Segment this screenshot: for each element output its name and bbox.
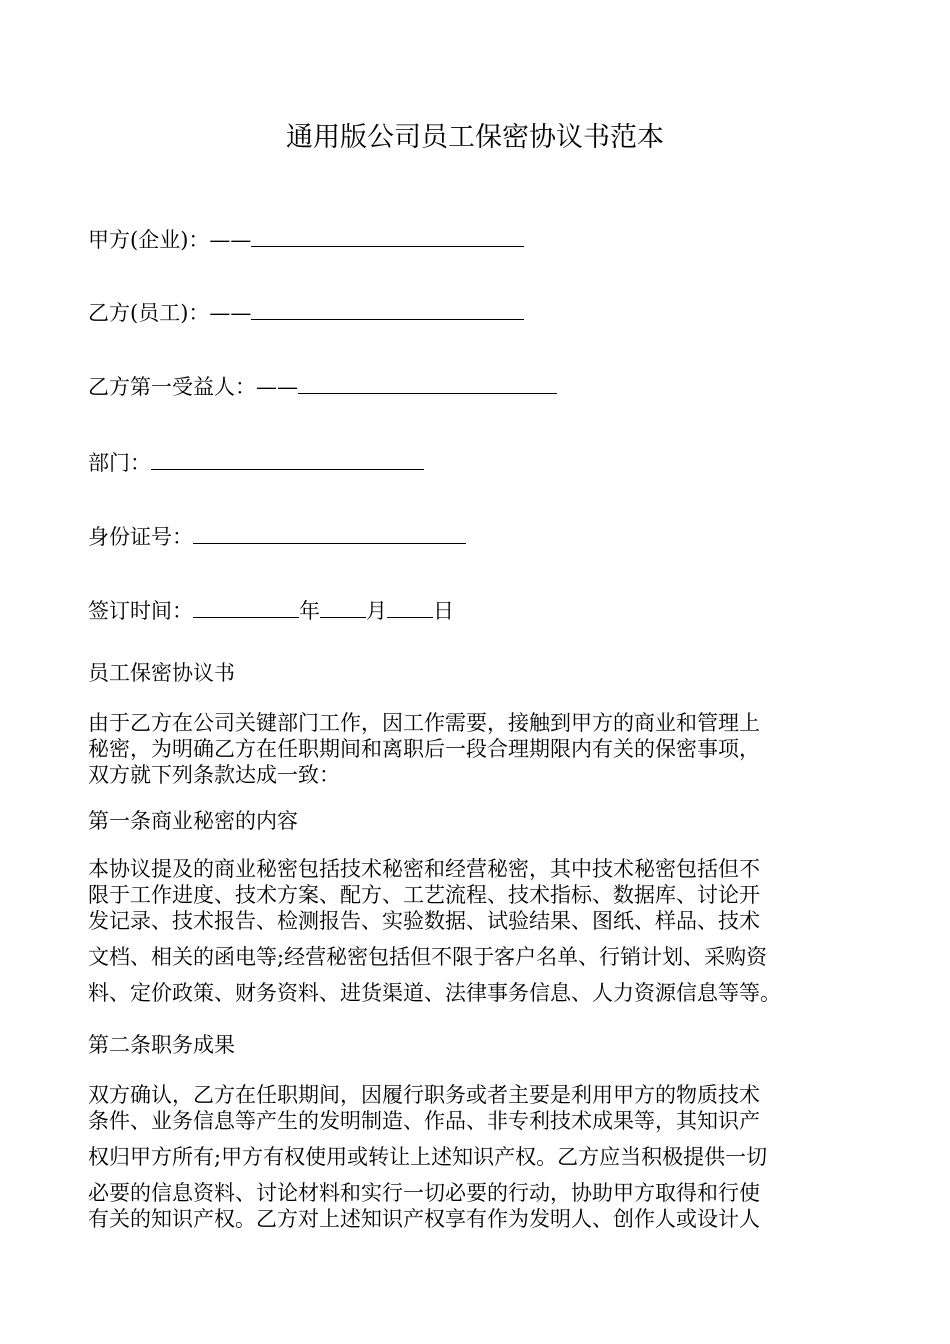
party-b-blank[interactable] (251, 295, 524, 320)
article-1-paragraph (88, 856, 864, 1006)
article-1-line: 本协议提及的商业秘密包括技术秘密和经营秘密，其中技术秘密包括但不 (88, 857, 760, 881)
party-a-label: 甲方(企业)：—— (88, 228, 252, 252)
beneficiary-blank[interactable] (298, 369, 557, 394)
article-2-title: 第二条职务成果 (88, 1033, 235, 1057)
department-label: 部门： (88, 451, 151, 475)
intro-line: 秘密，为明确乙方在任职期间和离职后一段合理期限内有关的保密事项， (88, 737, 760, 761)
party-b-label: 乙方(员工)：—— (88, 301, 252, 325)
intro-line: 双方就下列条款达成一致： (88, 763, 340, 787)
year-blank[interactable] (193, 593, 299, 618)
article-2-line: 条件、业务信息等产生的发明制造、作品、非专利技术成果等，其知识产 (88, 1109, 760, 1133)
id-number-label: 身份证号： (88, 525, 193, 549)
beneficiary-field (88, 369, 557, 403)
article-2-line: 权归甲方所有;甲方有权使用或转让上述知识产权。乙方应当积极提供一切 (88, 1145, 768, 1169)
party-a-field (88, 222, 524, 256)
id-number-blank[interactable] (193, 519, 466, 544)
month-blank[interactable] (320, 593, 366, 618)
day-unit: 日 (433, 599, 454, 623)
article-1-line: 限于工作进度、技术方案、配方、工艺流程、技术指标、数据库、讨论开 (88, 883, 760, 907)
intro-paragraph (88, 710, 864, 788)
article-1-line: 发记录、技术报告、检测报告、实验数据、试验结果、图纸、样品、技术 (88, 909, 760, 933)
month-unit: 月 (366, 599, 387, 623)
article-2-line: 双方确认，乙方在任职期间，因履行职务或者主要是利用甲方的物质技术 (88, 1083, 760, 1107)
article-1-line: 料、定价政策、财务资料、进货渠道、法律事务信息、人力资源信息等等。 (88, 981, 781, 1005)
article-2-line: 必要的信息资料、讨论材料和实行一切必要的行动，协助甲方取得和行使 (88, 1181, 760, 1205)
year-unit: 年 (299, 599, 320, 623)
department-field (88, 445, 424, 479)
article-2-paragraph (88, 1082, 864, 1232)
id-number-field (88, 519, 466, 553)
beneficiary-label: 乙方第一受益人：—— (88, 375, 298, 399)
article-2-line: 有关的知识产权。乙方对上述知识产权享有作为发明人、创作人或设计人 (88, 1207, 760, 1231)
article-1-title: 第一条商业秘密的内容 (88, 809, 298, 833)
document-title: 通用版公司员工保密协议书范本 (286, 122, 664, 153)
sign-date-label: 签订时间： (88, 599, 193, 623)
day-blank[interactable] (387, 593, 433, 618)
party-b-field (88, 295, 524, 329)
sign-date-field (88, 593, 454, 627)
intro-line: 由于乙方在公司关键部门工作，因工作需要，接触到甲方的商业和管理上 (88, 711, 760, 735)
party-a-blank[interactable] (251, 222, 524, 247)
department-blank[interactable] (151, 445, 424, 470)
article-1-line: 文档、相关的函电等;经营秘密包括但不限于客户名单、行销计划、采购资 (88, 945, 768, 969)
section-title: 员工保密协议书 (88, 661, 235, 685)
